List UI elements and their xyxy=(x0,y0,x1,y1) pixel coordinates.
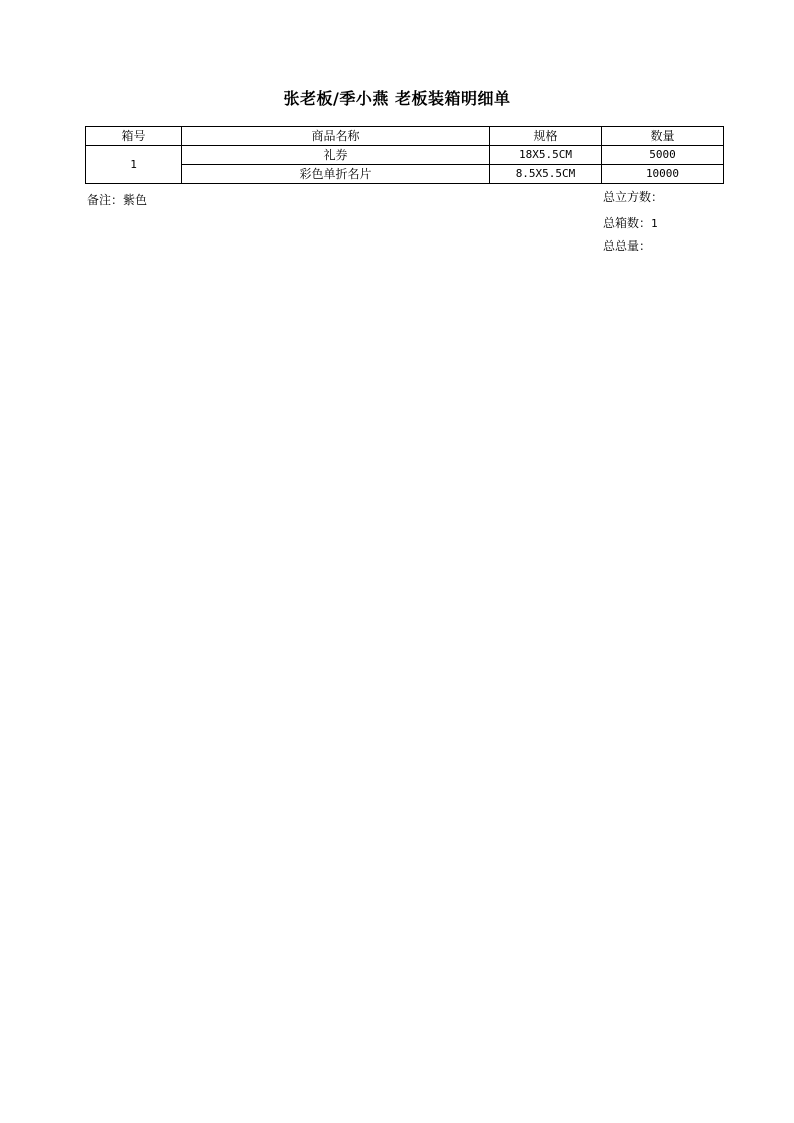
total-boxes-label: 总箱数： xyxy=(603,216,652,230)
document-title: 张老板/季小燕 老板装箱明细单 xyxy=(283,89,511,108)
total-weight-line xyxy=(603,237,651,254)
total-boxes-line xyxy=(603,214,658,231)
column-header-quantity: 数量 xyxy=(602,127,724,146)
spec-cell: 18X5.5CM xyxy=(490,146,602,165)
remark-value: 紫色 xyxy=(123,193,148,207)
column-header-product-name: 商品名称 xyxy=(182,127,490,146)
table-row xyxy=(86,146,724,165)
box-number-cell: 1 xyxy=(86,146,182,184)
product-name-cell: 礼券 xyxy=(182,146,490,165)
table-row xyxy=(86,165,724,184)
quantity-cell: 10000 xyxy=(602,165,724,184)
total-volume-label: 总立方数： xyxy=(603,190,664,204)
column-header-spec: 规格 xyxy=(490,127,602,146)
packing-table xyxy=(85,126,724,184)
total-boxes-value: 1 xyxy=(651,217,658,230)
remark-line xyxy=(87,191,147,208)
quantity-cell: 5000 xyxy=(602,146,724,165)
total-volume-line xyxy=(603,188,663,205)
remark-label: 备注： xyxy=(87,193,124,207)
product-name-cell: 彩色单折名片 xyxy=(182,165,490,184)
spec-cell: 8.5X5.5CM xyxy=(490,165,602,184)
table-header-row xyxy=(86,127,724,146)
total-weight-label: 总总量： xyxy=(603,239,652,253)
column-header-box-no: 箱号 xyxy=(86,127,182,146)
